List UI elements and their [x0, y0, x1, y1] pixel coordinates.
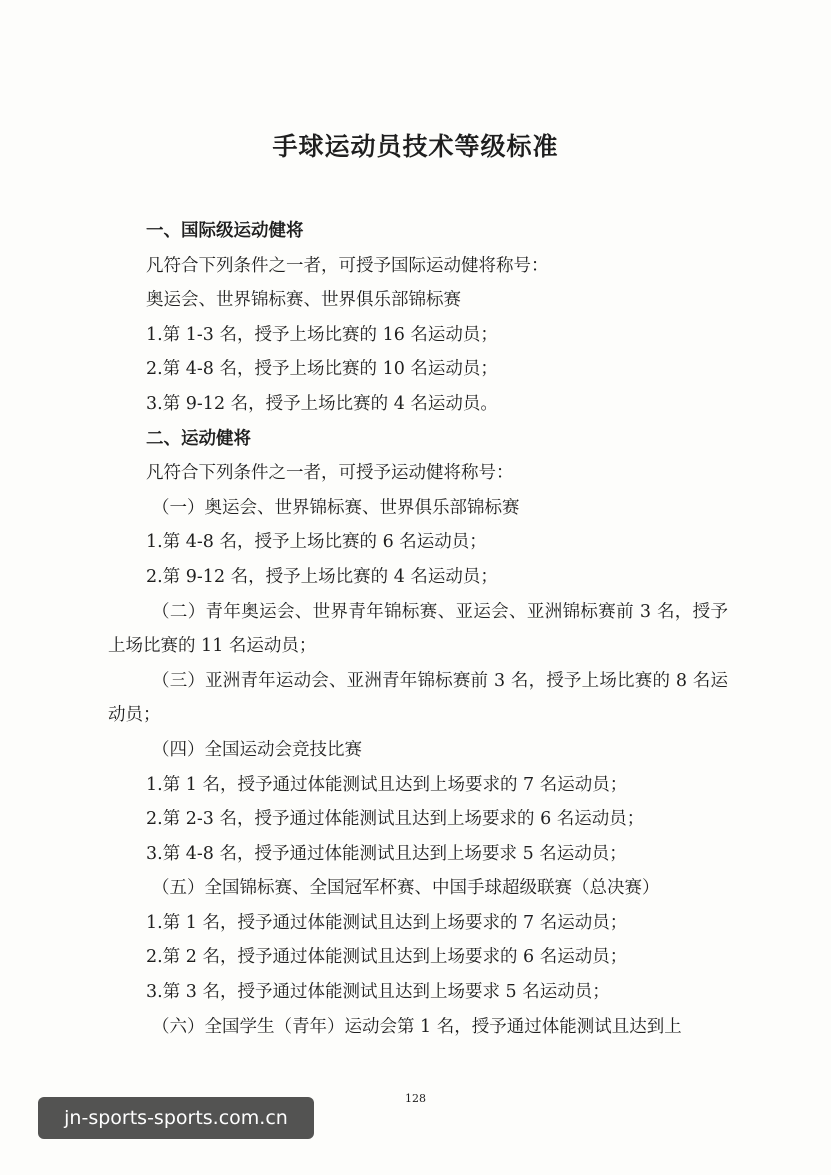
body-line: 2.第 9-12 名，授予上场比赛的 4 名运动员； — [146, 566, 498, 587]
body-line: 奥运会、世界锦标赛、世界俱乐部锦标赛 — [146, 290, 461, 311]
section-heading-1: 一、国际级运动健将 — [146, 221, 304, 241]
body-paragraph: （三）亚洲青年运动会、亚洲青年锦标赛前 3 名，授予上场比赛的 8 名运动员； — [108, 670, 728, 726]
sub-heading: （一）奥运会、世界锦标赛、世界俱乐部锦标赛 — [152, 497, 520, 518]
body-line: 3.第 4-8 名，授予通过体能测试且达到上场要求 5 名运动员； — [146, 843, 627, 864]
sub-heading: （五）全国锦标赛、全国冠军杯赛、中国手球超级联赛（总决赛） — [152, 878, 660, 899]
body-line: 凡符合下列条件之一者，可授予国际运动健将称号： — [146, 255, 549, 276]
body-line: 3.第 3 名，授予通过体能测试且达到上场要求 5 名运动员； — [146, 982, 610, 1003]
body-paragraph: （二）青年奥运会、世界青年锦标赛、亚运会、亚洲锦标赛前 3 名，授予上场比赛的 11 名运动员； — [108, 601, 728, 657]
body-line: 1.第 4-8 名，授予上场比赛的 6 名运动员； — [146, 532, 487, 553]
body-line: 1.第 1 名，授予通过体能测试且达到上场要求的 7 名运动员； — [146, 774, 628, 795]
sub-heading: （六）全国学生（青年）运动会第 1 名，授予通过体能测试且达到上 — [152, 1016, 682, 1037]
body-line: 1.第 1-3 名，授予上场比赛的 16 名运动员； — [146, 324, 498, 345]
sub-heading: （四）全国运动会竞技比赛 — [152, 739, 362, 760]
section-heading-2: 二、运动健将 — [146, 428, 251, 449]
body-line: 凡符合下列条件之一者，可授予运动健将称号： — [146, 463, 514, 484]
body-line: 2.第 2 名，授予通过体能测试且达到上场要求的 6 名运动员； — [146, 947, 628, 968]
body-line: 3.第 9-12 名，授予上场比赛的 4 名运动员。 — [146, 393, 498, 414]
body-line: 1.第 1 名，授予通过体能测试且达到上场要求的 7 名运动员； — [146, 912, 628, 933]
document-body — [108, 214, 728, 1044]
page-number: 128 — [405, 1092, 426, 1105]
page-title: 手球运动员技术等级标准 — [272, 132, 559, 161]
body-line: 2.第 2-3 名，授予通过体能测试且达到上场要求的 6 名运动员； — [146, 809, 645, 830]
body-line: 2.第 4-8 名，授予上场比赛的 10 名运动员； — [146, 359, 498, 380]
watermark-badge: jn-sports-sports.com.cn — [38, 1097, 314, 1139]
